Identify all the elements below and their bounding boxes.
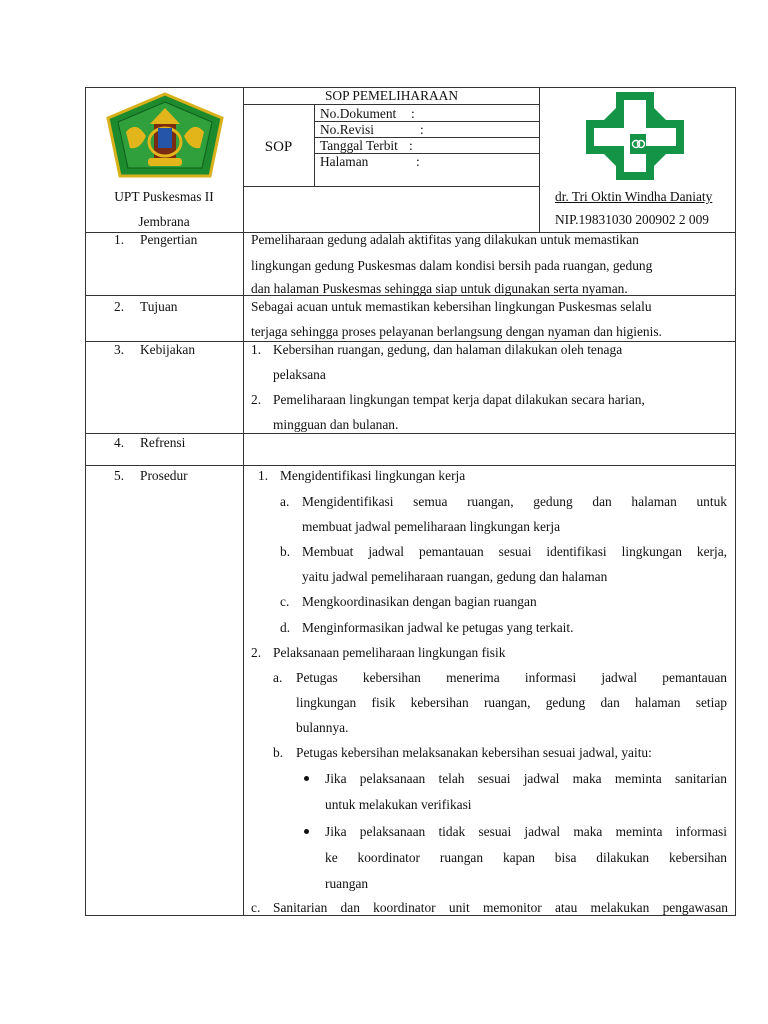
policy-1-number: 1. [251, 342, 262, 357]
section-5-number: 5. [114, 468, 125, 483]
field-tanggal-terbit-sep: : [409, 138, 413, 153]
bullet-1-icon [304, 776, 309, 781]
policy-1-line-1: Kebersihan ruangan, gedung, dan halaman dilakukan oleh tenaga [273, 342, 623, 357]
procedure-1a-line-1: Mengidentifikasi semua ruangan, gedung dan halaman untuk [302, 494, 727, 509]
policy-1-line-2: pelaksana [273, 367, 326, 382]
section-3-label: Kebijakan [140, 342, 196, 357]
procedure-1d-line-1: Menginformasikan jadwal ke petugas yang terkait. [302, 620, 574, 635]
procedure-c-marker: c. [251, 900, 261, 915]
signer-name: dr. Tri Oktin Windha Daniaty [555, 189, 713, 204]
section-1-number: 1. [114, 232, 125, 247]
procedure-1b-line-2: yaitu jadwal pemeliharaan ruangan, gedung dan halaman [302, 569, 608, 584]
section-3-number: 3. [114, 342, 125, 357]
title-underline [243, 104, 540, 105]
procedure-1-number: 1. [258, 468, 269, 483]
section-2-label: Tujuan [140, 299, 178, 314]
header-divider-sop [314, 104, 315, 186]
sop-label: SOP [264, 139, 293, 155]
procedure-1a-line-2: membuat jadwal pemeliharaan lingkungan kerja [302, 519, 561, 534]
row-line-s5 [85, 465, 736, 466]
procedure-2b-line-1: Petugas kebersihan melaksanakan kebersihan sesuai jadwal, yaitu: [296, 745, 652, 760]
table-border-right [735, 87, 736, 916]
field-no-revisi-sep: : [420, 122, 424, 137]
puskesmas-cross-icon [584, 90, 686, 182]
section-2-line-1: Sebagai acuan untuk memastikan kebersihan lingkungan Puskesmas selalu [251, 299, 652, 314]
org-name-line1: UPT Puskesmas II [114, 189, 214, 204]
section-5-label: Prosedur [140, 468, 188, 483]
procedure-1d-marker: d. [280, 620, 291, 635]
procedure-2a-line-3: bulannya. [296, 720, 349, 735]
policy-2-line-2: mingguan dan bulanan. [273, 417, 399, 432]
procedure-1b-marker: b. [280, 544, 291, 559]
section-1-line-1: Pemeliharaan gedung adalah aktifitas yang dilakukan untuk memastikan [251, 232, 639, 247]
document-title: SOP PEMELIHARAAN [324, 88, 459, 103]
table-border-left [85, 87, 86, 916]
procedure-1-title: Mengidentifikasi lingkungan kerja [280, 468, 466, 483]
procedure-2b-marker: b. [273, 745, 284, 760]
procedure-2b-bullet-2-line-3: ruangan [325, 876, 369, 891]
procedure-1a-marker: a. [280, 494, 290, 509]
field-line-4 [243, 186, 540, 187]
field-no-dokument-label: No.Dokument [320, 106, 397, 121]
field-tanggal-terbit-label: Tanggal Terbit [320, 138, 398, 153]
field-halaman-label: Halaman [320, 154, 369, 169]
procedure-2a-marker: a. [273, 670, 283, 685]
section-2-number: 2. [114, 299, 125, 314]
policy-2-line-1: Pemeliharaan lingkungan tempat kerja dapat dilakukan secara harian, [273, 392, 645, 407]
signer-nip: NIP.19831030 200902 2 009 [555, 212, 709, 227]
regency-crest-icon [104, 92, 226, 180]
procedure-2b-bullet-1-line-1: Jika pelaksanaan telah sesuai jadwal maka meminta sanitarian [325, 771, 727, 786]
policy-2-number: 2. [251, 392, 262, 407]
header-divider-left [243, 87, 244, 916]
field-halaman-sep: : [416, 154, 420, 169]
section-2-line-2: terjaga sehingga proses pelayanan berlangsung dengan nyaman dan higienis. [251, 324, 662, 339]
procedure-2b-bullet-2-line-1: Jika pelaksanaan tidak sesuai jadwal maka meminta informasi [325, 824, 727, 839]
procedure-2b-bullet-1-line-2: untuk melakukan verifikasi [325, 797, 472, 812]
section-4-number: 4. [114, 435, 125, 450]
procedure-1b-line-1: Membuat jadwal pemantauan sesuai identifikasi lingkungan kerja, [302, 544, 727, 559]
bullet-2-icon [304, 829, 309, 834]
procedure-c-line-1: Sanitarian dan koordinator unit memonitor atau melakukan pengawasan [273, 900, 728, 915]
section-4-label: Refrensi [140, 435, 186, 450]
procedure-2a-line-1: Petugas kebersihan menerima informasi jadwal pemantauan [296, 670, 727, 685]
row-line-s4 [85, 433, 736, 434]
procedure-1c-line-1: Mengkoordinasikan dengan bagian ruangan [302, 594, 537, 609]
procedure-2a-line-2: lingkungan fisik kebersihan ruangan, gedung dan halaman setiap [296, 695, 727, 710]
header-divider-right [539, 87, 540, 232]
procedure-2-title: Pelaksanaan pemeliharaan lingkungan fisik [273, 645, 506, 660]
field-no-revisi-label: No.Revisi [320, 122, 374, 137]
procedure-1c-marker: c. [280, 594, 290, 609]
procedure-2b-bullet-2-line-2: ke koordinator ruangan kapan bisa dilakukan kebersihan [325, 850, 727, 865]
field-no-dokument-sep: : [411, 106, 415, 121]
section-1-line-3: dan halaman Puskesmas sehingga siap untuk digunakan serta nyaman. [251, 281, 628, 296]
section-1-label: Pengertian [140, 232, 198, 247]
procedure-2-number: 2. [251, 645, 262, 660]
section-1-line-2: lingkungan gedung Puskesmas dalam kondisi bersih pada ruangan, gedung [251, 258, 653, 273]
org-name-line2: Jembrana [138, 214, 190, 229]
